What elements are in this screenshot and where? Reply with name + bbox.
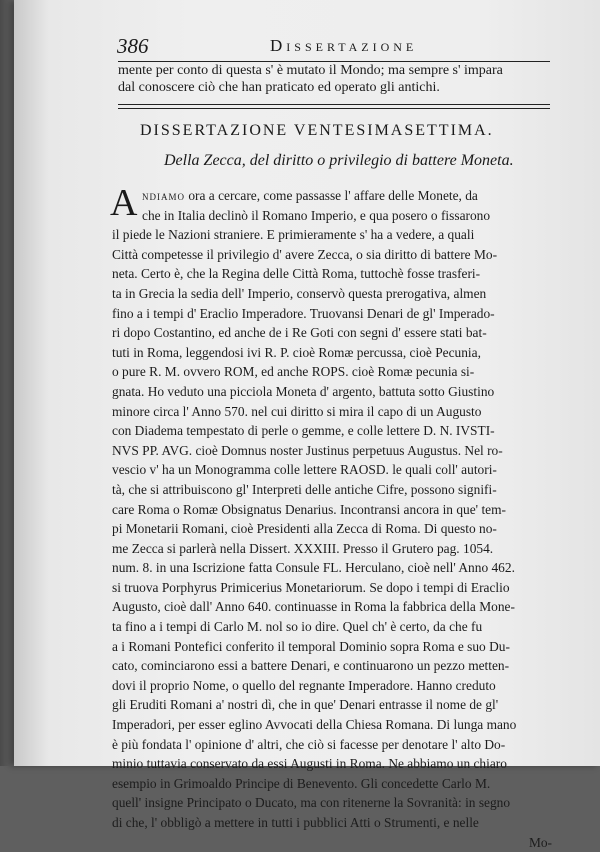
body-text	[110, 182, 552, 852]
body-line: me Zecca si parlerà nella Dissert. XXXIII. Presso il Grutero pag. 1054.	[112, 540, 494, 556]
body-line: minio tuttavia conservato da essi Augusti in Roma. Ne abbiamo un chiaro	[112, 756, 507, 772]
body-line: num. 8. in una Iscrizione fatta Consule FL. Herculano, cioè nell' Anno 462.	[112, 560, 515, 576]
body-line: esempio in Grimoaldo Principe di Benevento. Gli concedette Carlo M.	[112, 775, 491, 791]
body-line: vescio v' ha un Monogramma colle lettere RAOSD. le quali coll' autori-	[112, 462, 497, 478]
body-line: è più fondata l' opinione d' altri, che ciò si facesse per denotare l' alto Do-	[112, 736, 506, 752]
carryover-line: mente per conto di questa s' è mutato il Mondo; ma sempre s' impara	[118, 63, 503, 78]
body-line: NVS PP. AVG. cioè Domnus noster Justinus perpetuus Augustus. Nel ro-	[112, 442, 503, 458]
opening-word: ndiamo	[142, 188, 185, 203]
drop-cap: A	[110, 182, 138, 224]
section-divider	[118, 104, 550, 109]
body-line: minore circa l' Anno 570. nel cui diritto si mira il capo di un Augusto	[112, 403, 482, 419]
body-line: quell' insigne Principato o Ducato, ma con ritenerne la Sovranità: in segno	[112, 795, 511, 811]
body-line: neta. Certo è, che la Regina delle Città Roma, tuttochè fosse trasferi-	[112, 266, 481, 282]
body-line-text: ora a cercare, come passasse l' affare delle Monete, da	[185, 188, 478, 203]
body-line: a i Romani Pontefici conferito il temporal Dominio sopra Roma e suo Du-	[112, 638, 510, 654]
chapter-subtitle: Della Zecca, del diritto o privilegio di battere Moneta.	[164, 152, 514, 169]
body-line: dovi il proprio Nome, o quello del regnante Imperadore. Hanno creduto	[112, 677, 496, 693]
body-line: tuti in Roma, leggendosi ivi R. P. cioè Romæ percussa, cioè Pecunia,	[112, 344, 481, 360]
body-line: si truova Porphyrus Primicerius Monetariorum. Se dopo i tempi di Eraclio	[112, 579, 510, 595]
body-line: il piede le Nazioni straniere. E primieramente s' ha a vedere, a quali	[112, 227, 475, 243]
body-line: Augusto, cioè dall' Anno 640. continuasse in Roma la fabbrica della Mone-	[112, 599, 515, 615]
body-line: gli Eruditi Romani a' nostri dì, che in que' Denari entrasse il nome de gl'	[112, 697, 499, 713]
body-line: Imperadori, per esser eglino Avvocati della Chiesa Romana. Di lunga mano	[112, 717, 517, 733]
body-line: Mo-	[528, 834, 552, 850]
carryover-line: dal conoscere ciò che han praticato ed operato gli antichi.	[118, 80, 440, 95]
body-line: fino a i tempi d' Eraclio Imperadore. Truovansi Denari de gl' Imperado-	[112, 305, 495, 321]
body-line: pi Monetarii Romani, cioè Presidenti alla Zecca di Roma. Di questo no-	[112, 521, 497, 537]
body-line: che in Italia declinò il Romano Imperio, e qua posero o fissarono	[142, 207, 491, 223]
body-line: di che, l' obbligò a mettere in tutti i pubblici Atti o Strumenti, e nelle	[112, 815, 479, 830]
page-number: 386	[117, 34, 149, 58]
body-line: gnata. Ho veduto una picciola Moneta d' argento, battuta sotto Giustino	[112, 383, 495, 399]
body-line: tà, che si attribuiscono gl' Interpreti delle antiche Cifre, possono signifi-	[112, 481, 497, 497]
body-line: ri dopo Costantino, ed anche de i Re Goti con segni d' essere stati bat-	[112, 325, 487, 341]
running-title: Dissertazione	[270, 36, 418, 55]
body-line: con Diadema tempestato di perle o gemme, e colle lettere D. N. IVSTI-	[112, 423, 495, 439]
running-header	[100, 34, 560, 60]
body-line: care Roma o Romæ Obsignatus Denarius. Incontransi ancora in que' tem-	[112, 501, 506, 517]
body-line: cato, cominciarono essi a battere Denari, e continuarono un pezzo metten-	[112, 658, 510, 674]
body-line: ta fino a i tempi di Carlo M. nol so io dire. Quel ch' è certo, da che fu	[112, 619, 483, 635]
chapter-title: DISSERTAZIONE VENTESIMASETTIMA.	[140, 122, 494, 139]
carryover-text	[118, 62, 558, 96]
body-line: Città competesse il privilegio d' avere Zecca, o sia diritto di battere Mo-	[112, 246, 498, 262]
body-line: ta in Grecia la sedia dell' Imperio, conservò questa prerogativa, almen	[112, 285, 487, 301]
body-line: o pure R. M. ovvero ROM, ed anche ROPS. cioè Romæ pecunia si-	[112, 364, 475, 380]
